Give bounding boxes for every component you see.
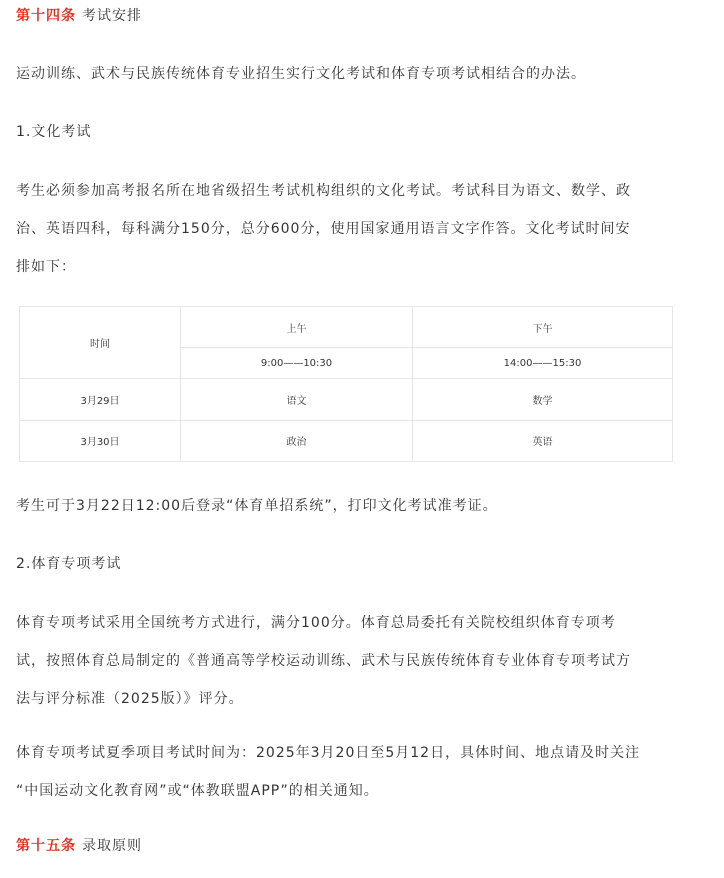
article-14-number: 第十四条 [16, 8, 76, 24]
section-1-title: 1.文化考试 [16, 124, 92, 140]
paragraph-line: 排如下： [16, 259, 76, 275]
section-2-paragraph-2 [16, 734, 706, 810]
afternoon-subject-cell: 英语 [413, 420, 673, 461]
paragraph-line: 体育专项考试采用全国统考方式进行，满分100分。体育总局委托有关院校组织体育专项考 [16, 615, 616, 631]
morning-time-cell: 9:00——10:30 [181, 348, 413, 379]
admission-ticket-note: 考生可于3月22日12:00后登录“体育单招系统”，打印文化考试准考证。 [16, 498, 498, 514]
section-2-title: 2.体育专项考试 [16, 556, 122, 572]
morning-subject-cell: 政治 [181, 420, 413, 461]
article-15-title: 录取原则 [82, 838, 142, 854]
section-1-paragraph [16, 172, 706, 286]
afternoon-subject-cell: 数学 [413, 379, 673, 420]
date-cell: 3月30日 [20, 420, 181, 461]
article-15-heading [16, 836, 142, 856]
article-14-heading [16, 6, 142, 26]
paragraph-line: 考生必须参加高考报名所在地省级招生考试机构组织的文化考试。考试科目为语文、数学、政 [16, 183, 631, 199]
paragraph-line: 治、英语四科，每科满分150分，总分600分，使用国家通用语言文字作答。文化考试时间安 [16, 221, 631, 237]
table-row [20, 379, 673, 420]
article-14-title: 考试安排 [82, 8, 142, 24]
morning-subject-cell: 语文 [181, 379, 413, 420]
intro-paragraph: 运动训练、武术与民族传统体育专业招生实行文化考试和体育专项考试相结合的办法。 [16, 66, 586, 82]
header-time-cell: 时间 [20, 307, 181, 379]
header-morning-cell: 上午 [181, 307, 413, 348]
paragraph-line: 法与评分标准（2025版）》评分。 [16, 691, 244, 707]
date-cell: 3月29日 [20, 379, 181, 420]
exam-schedule-table [19, 306, 673, 462]
paragraph-line: “中国运动文化教育网”或“体教联盟APP”的相关通知。 [16, 783, 379, 799]
header-afternoon-cell: 下午 [413, 307, 673, 348]
paragraph-line: 体育专项考试夏季项目考试时间为：2025年3月20日至5月12日，具体时间、地点请及时关注 [16, 745, 641, 761]
article-15-number: 第十五条 [16, 838, 76, 854]
table-row [20, 420, 673, 461]
afternoon-time-cell: 14:00——15:30 [413, 348, 673, 379]
section-2-paragraph-1 [16, 604, 706, 718]
paragraph-line: 试，按照体育总局制定的《普通高等学校运动训练、武术与民族传统体育专业体育专项考试方 [16, 653, 631, 669]
